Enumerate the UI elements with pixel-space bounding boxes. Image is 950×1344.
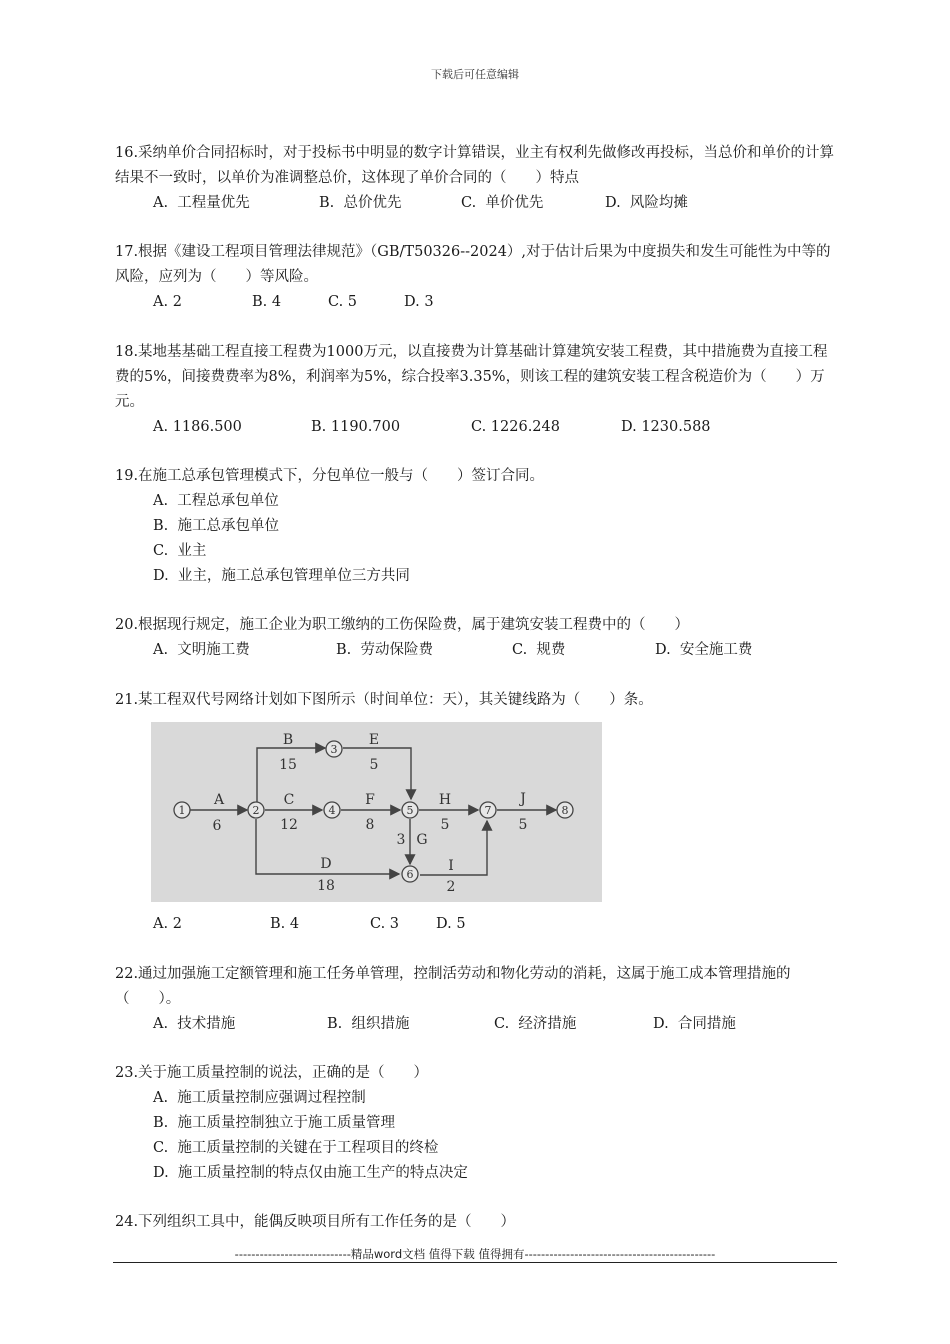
- option-d: D. 安全施工费: [655, 642, 753, 658]
- option-b: B. 组织措施: [327, 1016, 410, 1032]
- option-a: A. 1186.500: [153, 419, 242, 435]
- activity-h-name: H: [438, 792, 452, 808]
- question-stem: 23.关于施工质量控制的说法，正确的是（ ）: [115, 1065, 429, 1081]
- arrow-e: [343, 748, 411, 799]
- question-17: [115, 240, 835, 315]
- footer-text: ----------------------------精品word文档 值得下载 值得拥有----------------------------------------------: [234, 1247, 716, 1261]
- options-row: [115, 415, 835, 440]
- option-b: B. 总价优先: [319, 195, 402, 211]
- option-a: A. 工程总承包单位: [153, 493, 279, 509]
- node-2-label: 2: [252, 804, 260, 817]
- option-b: B. 4: [270, 916, 300, 932]
- question-16: [115, 141, 835, 216]
- question-stem: 21.某工程双代号网络计划如下图所示（时间单位：天），其关键线路为（ ）条。: [115, 692, 653, 708]
- activity-b-name: B: [282, 732, 294, 748]
- node-3-label: 3: [330, 743, 338, 756]
- option-a: A. 文明施工费: [153, 642, 250, 658]
- activity-a-duration: 6: [212, 818, 222, 834]
- activity-e-duration: 5: [369, 757, 379, 773]
- activity-e-name: E: [368, 732, 380, 748]
- node-6-label: 6: [406, 868, 414, 881]
- node-4-label: 4: [328, 804, 336, 817]
- option-d: D. 风险均摊: [605, 195, 688, 211]
- question-21-options: [115, 912, 835, 937]
- node-5-label: 5: [406, 804, 414, 817]
- node-7-label: 7: [484, 804, 492, 817]
- activity-i-duration: 2: [446, 879, 456, 895]
- question-stem: 18.某地基基础工程直接工程费为1000万元，以直接费为计算基础计算建筑安装工程费，其中措施费为直接工程费的5%，间接费费率为8%，利润率为5%，综合投率3.35%，则该工程的建筑安装工程含税造价为（ ）万元。: [115, 344, 828, 410]
- option-a: A. 工程量优先: [153, 195, 250, 211]
- node-1-label: 1: [178, 804, 186, 817]
- options-list: [115, 489, 835, 589]
- activity-a-name: A: [213, 792, 225, 808]
- activity-b-duration: 15: [279, 757, 297, 773]
- activity-g-name: G: [416, 832, 428, 848]
- activity-j-duration: 5: [518, 817, 528, 833]
- activity-f-name: F: [365, 792, 375, 808]
- activity-d-name: D: [320, 856, 332, 872]
- question-21: [115, 688, 835, 713]
- option-c: C. 3: [370, 916, 400, 932]
- activity-i-name: I: [448, 858, 454, 874]
- option-c: C. 经济措施: [494, 1016, 577, 1032]
- network-svg: [151, 722, 602, 902]
- option-b: B. 4: [252, 294, 282, 310]
- option-d: D. 施工质量控制的特点仅由施工生产的特点决定: [153, 1165, 468, 1181]
- option-d: D. 业主，施工总承包管理单位三方共同: [153, 568, 410, 584]
- options-row: [115, 1012, 835, 1037]
- activity-c-duration: 12: [280, 817, 298, 833]
- options-list: [115, 1086, 835, 1186]
- option-d: D. 5: [436, 916, 466, 932]
- node-8-label: 8: [561, 804, 569, 817]
- option-b: B. 施工质量控制独立于施工质量管理: [153, 1115, 395, 1131]
- option-c: C. 规费: [512, 642, 566, 658]
- option-c: C. 施工质量控制的关键在于工程项目的终检: [153, 1140, 439, 1156]
- option-a: A. 2: [153, 916, 182, 932]
- option-a: A. 技术措施: [153, 1016, 236, 1032]
- activity-d-duration: 18: [317, 878, 335, 894]
- option-d: D. 1230.588: [621, 419, 711, 435]
- option-c: C. 单价优先: [461, 195, 544, 211]
- question-19: [115, 464, 835, 589]
- option-c: C. 1226.248: [471, 419, 560, 435]
- option-c: C. 业主: [153, 543, 207, 559]
- option-a: A. 2: [153, 294, 182, 310]
- activity-c-name: C: [283, 792, 295, 808]
- options-row: [115, 290, 835, 315]
- option-c: C. 5: [328, 294, 358, 310]
- question-stem: 17.根据《建设工程项目管理法律规范》（GB/T50326--2024）,对于估计后果为中度损失和发生可能性为中等的风险，应列为（ ）等风险。: [115, 244, 831, 285]
- question-stem: 24.下列组织工具中，能偶反映项目所有工作任务的是（ ）: [115, 1214, 516, 1230]
- activity-g-duration: 3: [396, 832, 406, 848]
- footer-divider: [113, 1262, 837, 1263]
- question-stem: 19.在施工总承包管理模式下，分包单位一般与（ ）签订合同。: [115, 468, 545, 484]
- activity-h-duration: 5: [440, 817, 450, 833]
- header-note: 下载后可任意编辑: [431, 68, 519, 81]
- activity-f-duration: 8: [365, 817, 375, 833]
- question-stem: 16.采纳单价合同招标时，对于投标书中明显的数字计算错误，业主有权利先做修改再投标，当总价和单价的计算结果不一致时，以单价为准调整总价，这体现了单价合同的（ ）特点: [115, 145, 835, 186]
- question-23: [115, 1061, 835, 1186]
- question-22: [115, 962, 835, 1037]
- activity-j-name: J: [520, 791, 526, 807]
- question-20: [115, 613, 835, 663]
- question-stem: 20.根据现行规定，施工企业为职工缴纳的工伤保险费，属于建筑安装工程费中的（ ）: [115, 617, 690, 633]
- option-b: B. 劳动保险费: [336, 642, 433, 658]
- option-b: B. 1190.700: [311, 419, 401, 435]
- question-stem: 22.通过加强施工定额管理和施工任务单管理，控制活劳动和物化劳动的消耗，这属于施工成本管理措施的（ ）。: [115, 966, 791, 1007]
- options-row: [115, 638, 835, 663]
- network-diagram: [151, 722, 602, 902]
- options-row: [115, 912, 835, 937]
- option-d: D. 3: [404, 294, 434, 310]
- question-24: [115, 1210, 835, 1235]
- option-a: A. 施工质量控制应强调过程控制: [153, 1090, 366, 1106]
- question-18: [115, 340, 835, 440]
- option-b: B. 施工总承包单位: [153, 518, 279, 534]
- options-row: [115, 191, 835, 216]
- option-d: D. 合同措施: [653, 1016, 736, 1032]
